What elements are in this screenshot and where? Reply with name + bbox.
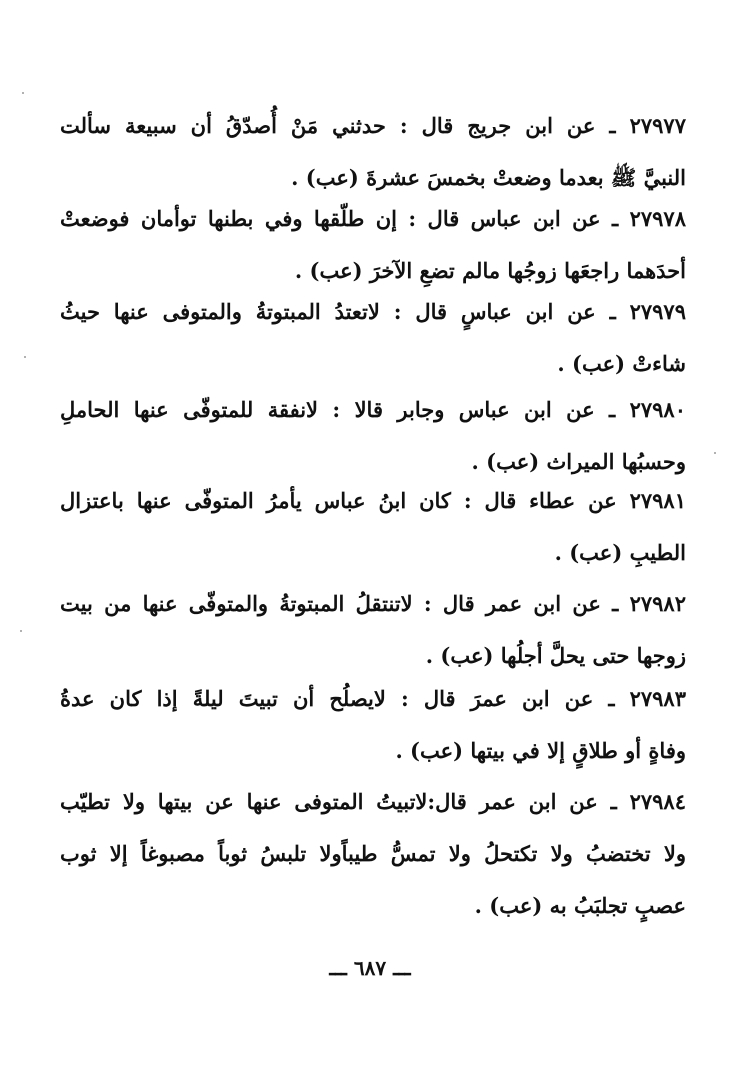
hadith-entry-27983 — [60, 673, 686, 777]
scan-speck — [24, 356, 26, 358]
entry-line: النبيَّ ﷺ بعدما وضعتْ بخمسَ عشرةَ (عب) . — [291, 165, 686, 190]
entry-line: ٢٧٩٨٠ ـ عن ابن عباس وجابر قالا : لانفقة للمتوفّى عنها الحاملِ — [60, 397, 686, 422]
hadith-entry-27981 — [60, 475, 686, 579]
hadith-entry-27980 — [60, 384, 686, 488]
scan-speck — [714, 452, 716, 454]
entry-line: ٢٧٩٨١ عن عطاء قال : كان ابنُ عباس يأمرُ المتوفّى عنها باعتزال — [60, 488, 686, 513]
hadith-entry-27979 — [60, 286, 686, 390]
entry-line: وحسبُها الميراث (عب) . — [471, 449, 686, 474]
hadith-entry-27984 — [60, 776, 686, 932]
hadith-entry-27977 — [60, 100, 686, 204]
scan-speck — [20, 630, 22, 632]
entry-line: وفاةٍ أو طلاقٍ إلا في بيتها (عب) . — [395, 738, 686, 763]
entry-line: ٢٧٩٨٤ ـ عن ابن عمر قال:لاتبيتُ المتوفى عنها عن بيتها ولا تطيّب — [60, 789, 686, 814]
entry-line: ٢٧٩٨٣ ـ عن ابن عمرَ قال : لايصلُح أن تبيتَ ليلةً إذا كان عدةُ — [60, 686, 686, 711]
hadith-entry-27978 — [60, 193, 686, 297]
entry-line: ولا تختضبُ ولا تكتحلُ ولا تمسُّ طيباًولا تلبسُ ثوباً مصبوغاً إلا ثوب — [60, 841, 686, 866]
entry-line: عصبٍ تجلبَبُ به (عب) . — [474, 893, 686, 918]
entry-line: زوجها حتى يحلَّ أجلُها (عب) . — [425, 643, 686, 668]
entry-line: الطيبِ (عب) . — [554, 540, 686, 565]
entry-line: ٢٧٩٨٢ ـ عن ابن عمر قال : لاتنتقلُ المبتوتةُ والمتوفّى عنها من بيت — [60, 591, 686, 616]
scan-speck — [22, 92, 24, 94]
entry-line: أحدَهما راجعَها زوجُها مالم تضعِ الآخرَ (عب) . — [294, 258, 686, 283]
entry-line: ٢٧٩٧٧ ـ عن ابن جريج قال : حدثني مَنْ أُصدّقُ أن سبيعة سألت — [60, 113, 686, 138]
entry-line: ٢٧٩٧٨ ـ عن ابن عباس قال : إن طلّقها وفي بطنها توأمان فوضعتْ — [60, 206, 686, 231]
page-number: ـــ ٦٨٧ ـــ — [329, 956, 411, 980]
hadith-entry-27982 — [60, 578, 686, 682]
entry-line: ٢٧٩٧٩ ـ عن ابن عباسٍ قال : لاتعتدُ المبتوتةُ والمتوفى عنها حيثُ — [60, 299, 686, 324]
entry-line: شاءتْ (عب) . — [557, 351, 686, 376]
